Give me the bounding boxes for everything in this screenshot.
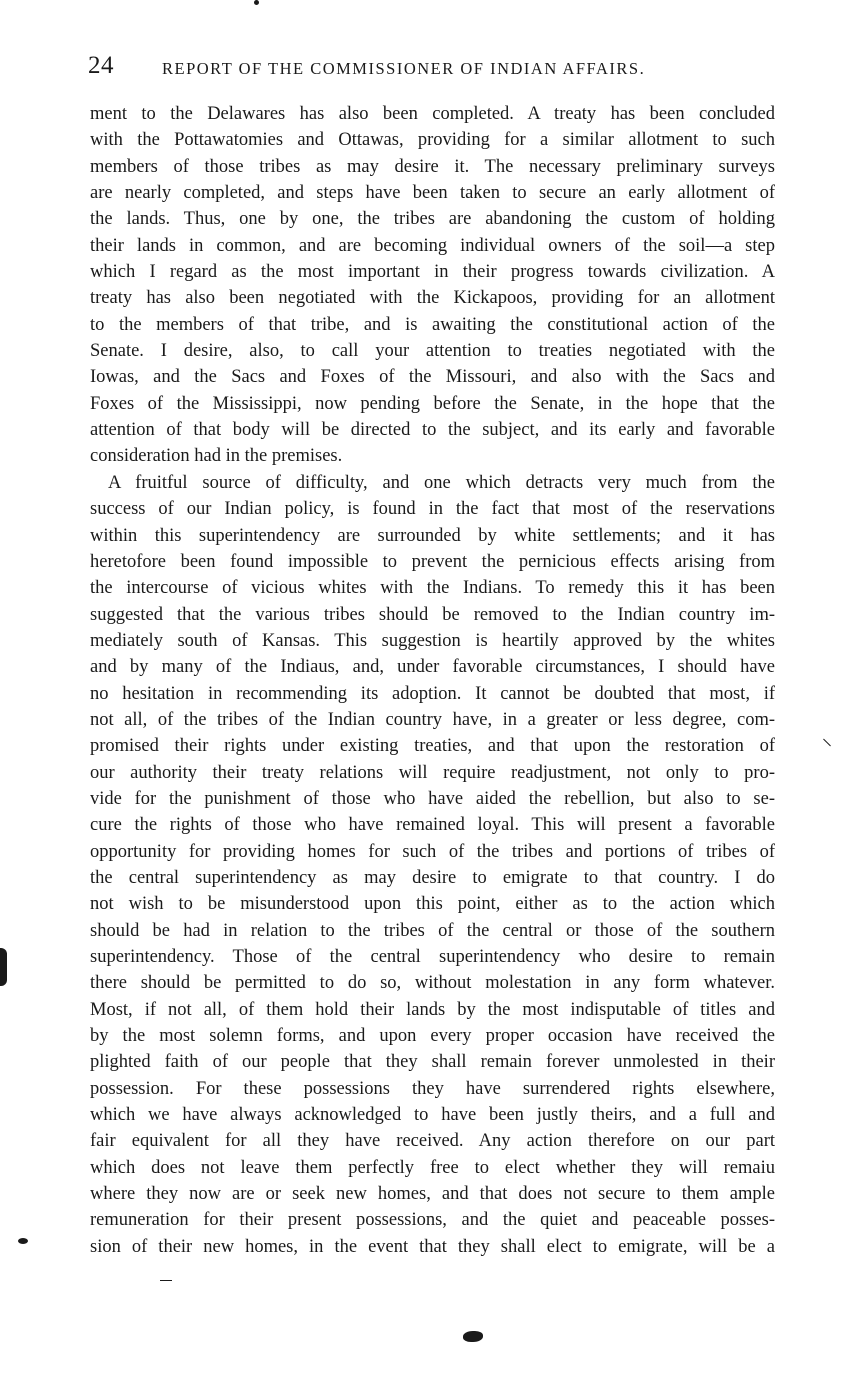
text-line: plighted faith of our people that they shall remain forever unmolested in their	[90, 1052, 775, 1073]
text-line: vide for the punishment of those who have aided the rebellion, but also to se-	[90, 788, 775, 809]
text-line: sion of their new homes, in the event that they shall elect to emigrate, will be a	[90, 1236, 775, 1257]
ink-speck	[160, 1280, 172, 1281]
text-line: promised their rights under existing treaties, and that upon the restoration of	[90, 736, 775, 757]
text-line: success of our Indian policy, is found in the fact that most of the reservations	[90, 499, 775, 520]
ink-speck	[254, 0, 259, 5]
text-line: Iowas, and the Sacs and Foxes of the Missouri, and also with the Sacs and	[90, 367, 775, 388]
text-line: A fruitful source of difficulty, and one which detracts very much from the	[108, 472, 775, 493]
text-line: remuneration for their present possessions, and the quiet and peaceable posses-	[90, 1210, 775, 1231]
text-line: which does not leave them perfectly free to elect whether they will remaiu	[90, 1157, 775, 1178]
text-line: fair equivalent for all they have received. Any action therefore on our part	[90, 1131, 775, 1152]
text-line: opportunity for providing homes for such of the tribes and portions of tribes of	[90, 841, 775, 862]
text-line: their lands in common, and are becoming individual owners of the soil—a step	[90, 235, 775, 256]
text-line: should be had in relation to the tribes of the central or those of the southern	[90, 920, 775, 941]
text-line: treaty has also been negotiated with the Kickapoos, providing for an allotment	[90, 288, 775, 309]
text-line: and by many of the Indiaus, and, under favorable circumstances, I should have	[90, 657, 775, 678]
text-line: within this superintendency are surrounded by white settlements; and it has	[90, 525, 775, 546]
text-line: the intercourse of vicious whites with the Indians. To remedy this it has been	[90, 578, 775, 599]
text-line: mediately south of Kansas. This suggestion is heartily approved by the whites	[90, 630, 775, 651]
page-number: 24	[88, 52, 114, 79]
text-line: there should be permitted to do so, without molestation in any form whatever.	[90, 973, 775, 994]
text-line: not wish to be misunderstood upon this point, either as to the action which	[90, 894, 775, 915]
text-line: with the Pottawatomies and Ottawas, providing for a similar allotment to such	[90, 130, 775, 151]
text-line: heretofore been found impossible to prevent the pernicious effects arising from	[90, 551, 775, 572]
text-line: not all, of the tribes of the Indian country have, in a greater or less degree, com-	[90, 709, 775, 730]
text-line: suggested that the various tribes should be removed to the Indian country im-	[90, 604, 775, 625]
text-line: Senate. I desire, also, to call your attention to treaties negotiated with the	[90, 341, 775, 362]
body-text	[90, 101, 775, 1260]
text-line: Foxes of the Mississippi, now pending before the Senate, in the hope that the	[90, 393, 775, 414]
running-head	[88, 52, 778, 82]
text-line: where they now are or seek new homes, and that does not secure to them ample	[90, 1184, 775, 1205]
paragraph-2	[90, 470, 775, 1260]
ink-speck	[823, 739, 831, 747]
text-line: which I regard as the most important in their progress towards civilization. A	[90, 262, 775, 283]
ink-speck	[463, 1331, 483, 1342]
text-line: possession. For these possessions they have surrendered rights elsewhere,	[90, 1078, 775, 1099]
text-line: attention of that body will be directed to the subject, and its early and favorable	[90, 420, 775, 441]
text-line: no hesitation in recommending its adoption. It cannot be doubted that most, if	[90, 683, 775, 704]
text-line: which we have always acknowledged to have been justly theirs, and a full and	[90, 1105, 775, 1126]
ink-speck	[18, 1238, 28, 1244]
text-line: members of those tribes as may desire it. The necessary preliminary surveys	[90, 156, 775, 177]
text-line: consideration had in the premises.	[90, 446, 343, 467]
ink-speck	[0, 948, 7, 986]
text-line: cure the rights of those who have remained loyal. This will present a favorable	[90, 815, 775, 836]
text-line: ment to the Delawares has also been completed. A treaty has been concluded	[90, 104, 775, 124]
text-line: by the most solemn forms, and upon every proper occasion have received the	[90, 1026, 775, 1047]
text-line: are nearly completed, and steps have been taken to secure an early allotment of	[90, 183, 775, 204]
text-line: the lands. Thus, one by one, the tribes are abandoning the custom of holding	[90, 209, 775, 230]
text-line: the central superintendency as may desire to emigrate to that country. I do	[90, 867, 775, 888]
text-line: to the members of that tribe, and is awaiting the constitutional action of the	[90, 314, 775, 335]
running-head-title: REPORT OF THE COMMISSIONER OF INDIAN AFFAIRS.	[162, 59, 646, 78]
text-line: our authority their treaty relations will require readjustment, not only to pro-	[90, 762, 775, 783]
paragraph-1	[90, 101, 775, 470]
text-line: superintendency. Those of the central superintendency who desire to remain	[90, 947, 775, 967]
text-line: Most, if not all, of them hold their lands by the most indisputable of titles and	[90, 999, 775, 1020]
